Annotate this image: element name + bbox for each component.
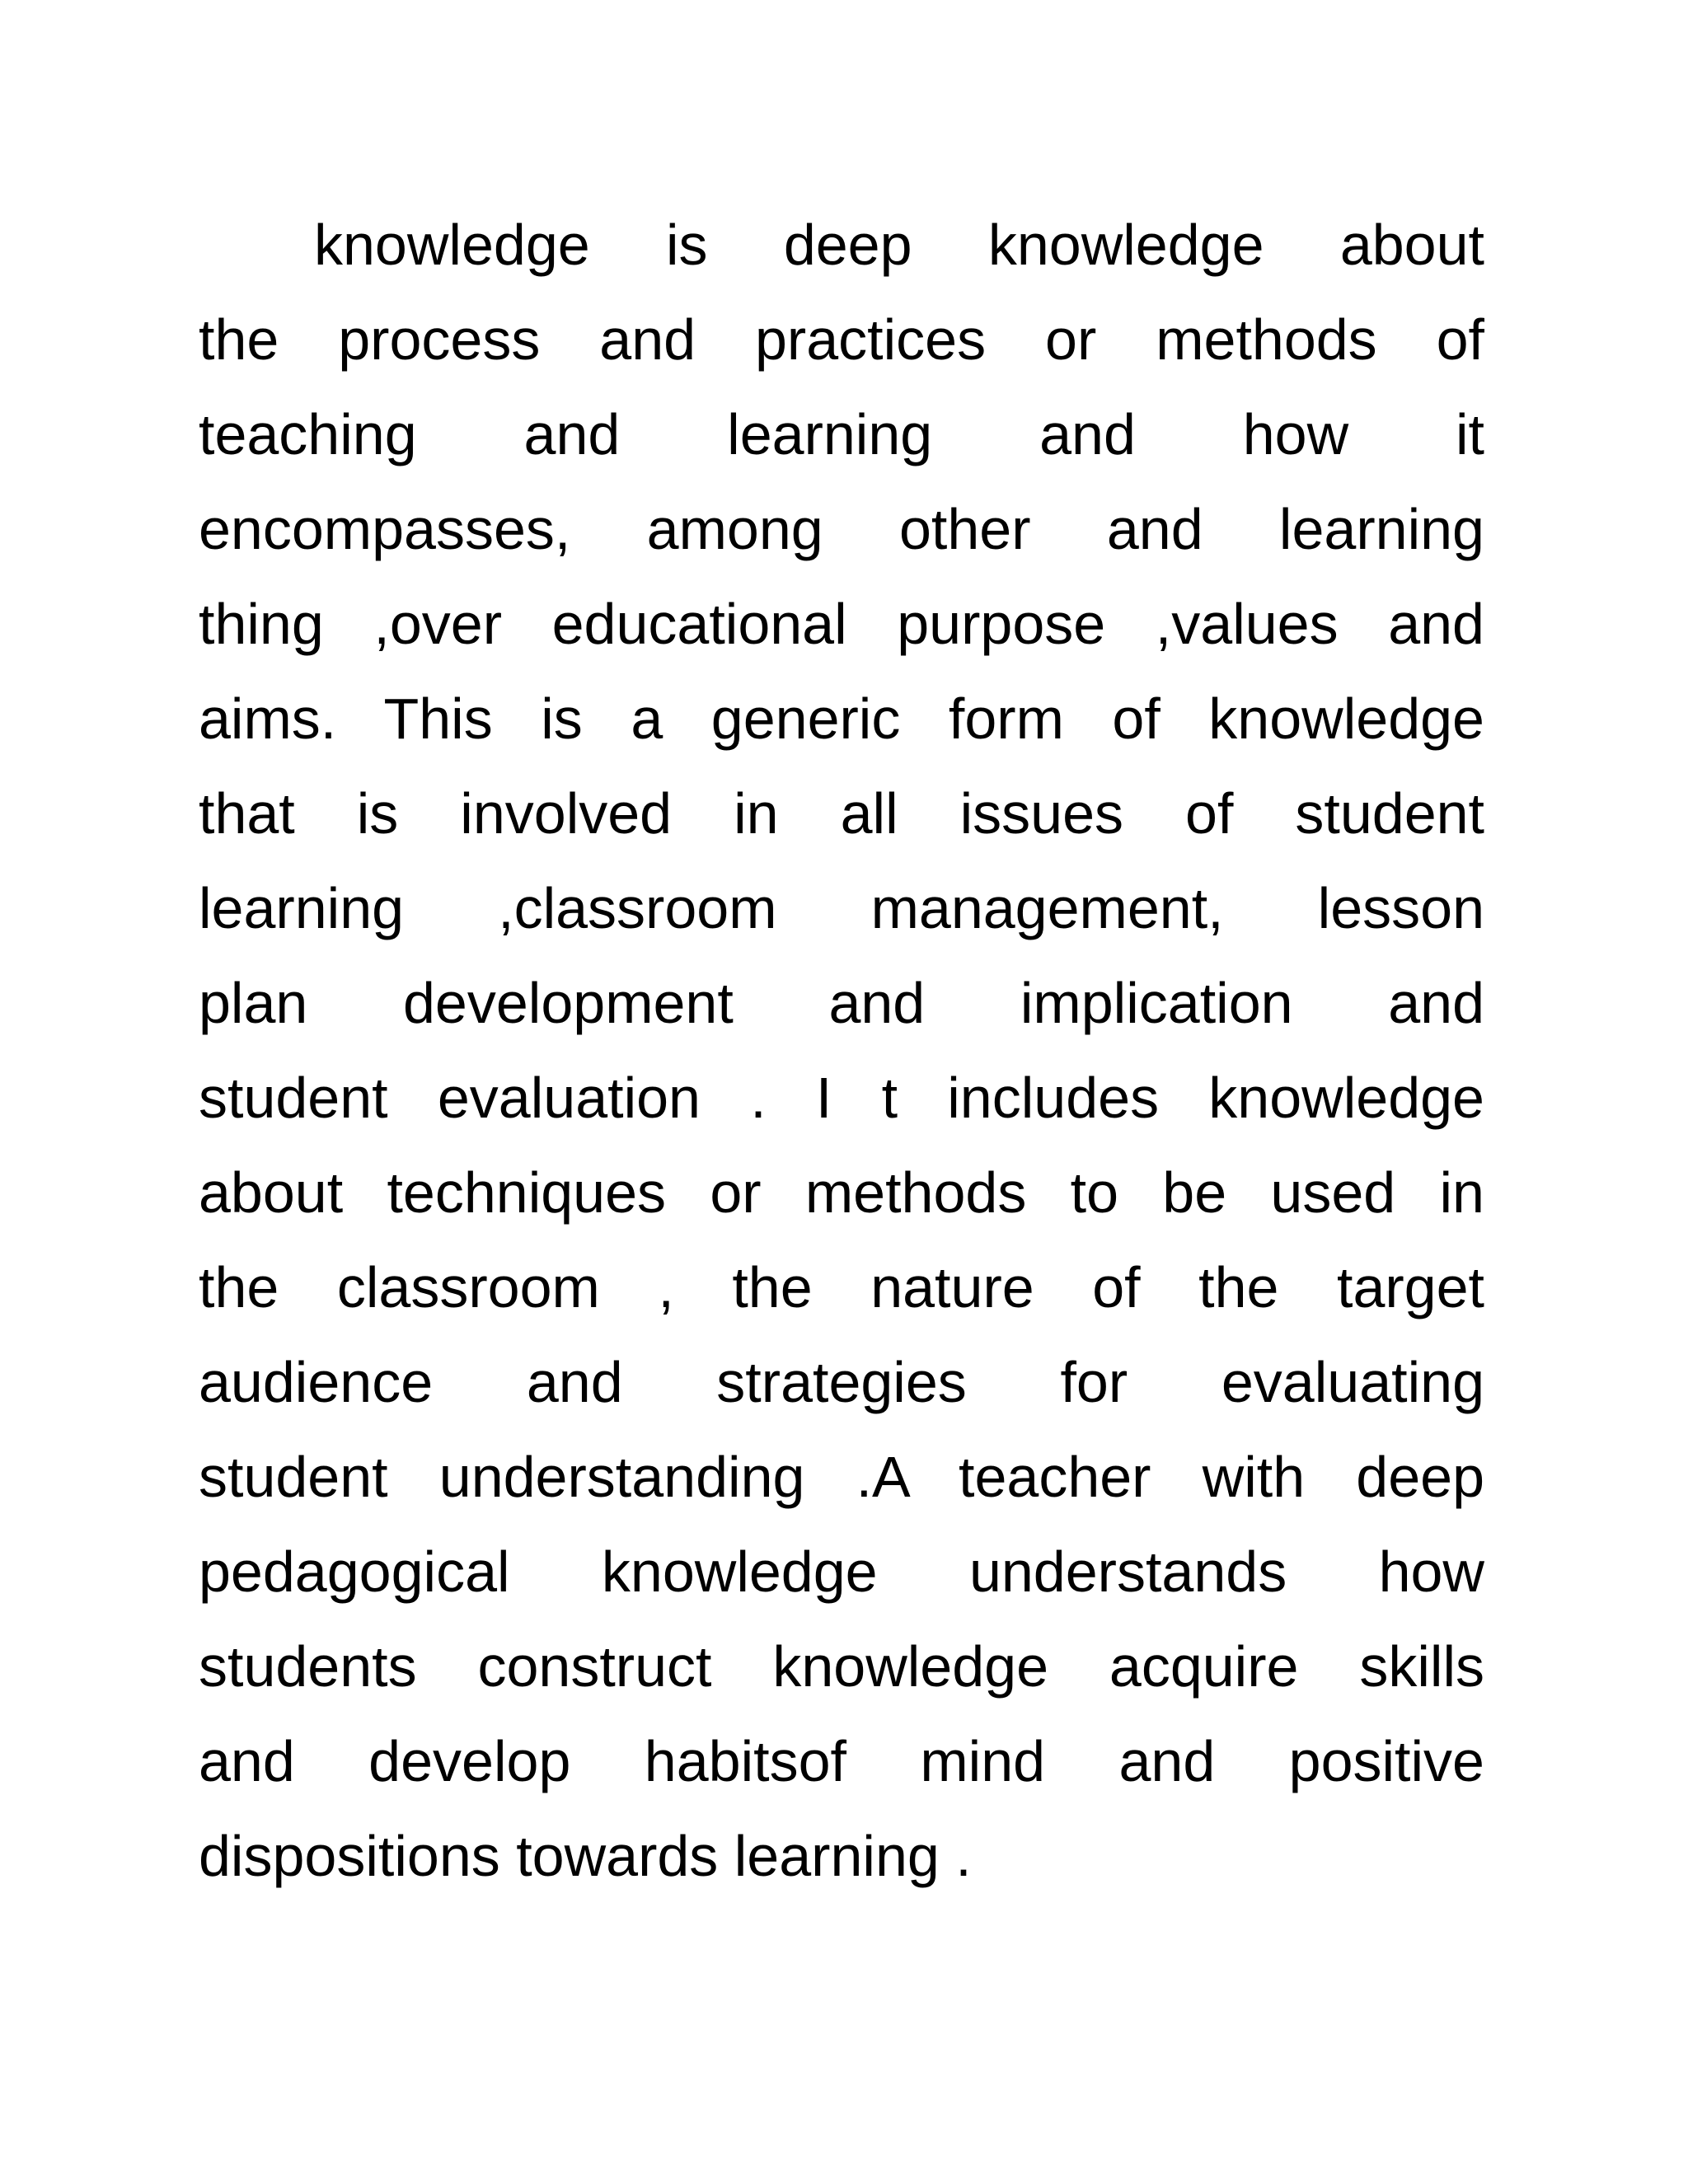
paragraph-line: and develop habitsof mind and positive: [199, 1729, 1484, 1793]
paragraph-line: the process and practices or methods of: [199, 307, 1484, 372]
paragraph-line: that is involved in all issues of student: [199, 781, 1484, 846]
paragraph-line: encompasses, among other and learning: [199, 497, 1484, 561]
paragraph-line: dispositions towards learning .: [199, 1824, 972, 1888]
paragraph-line: pedagogical knowledge understands how: [199, 1540, 1484, 1604]
body-paragraph: [199, 198, 1484, 1904]
paragraph-line: learning ,classroom management, lesson: [199, 876, 1484, 940]
paragraph-line: thing ,over educational purpose ,values and: [199, 592, 1484, 656]
paragraph-line: student evaluation . I t includes knowledge: [199, 1066, 1484, 1130]
paragraph-line: plan development and implication and: [199, 971, 1484, 1035]
paragraph-line: about techniques or methods to be used in: [199, 1160, 1484, 1225]
paragraph-line: teaching and learning and how it: [199, 402, 1484, 466]
paragraph-line: students construct knowledge acquire skills: [199, 1634, 1484, 1699]
paragraph-line: audience and strategies for evaluating: [199, 1350, 1484, 1414]
paragraph-line: knowledge is deep knowledge about: [314, 213, 1484, 277]
paragraph-line: student understanding .A teacher with deep: [199, 1445, 1484, 1509]
paragraph-line: the classroom , the nature of the target: [199, 1255, 1484, 1319]
paragraph-line: aims. This is a generic form of knowledge: [199, 687, 1484, 751]
